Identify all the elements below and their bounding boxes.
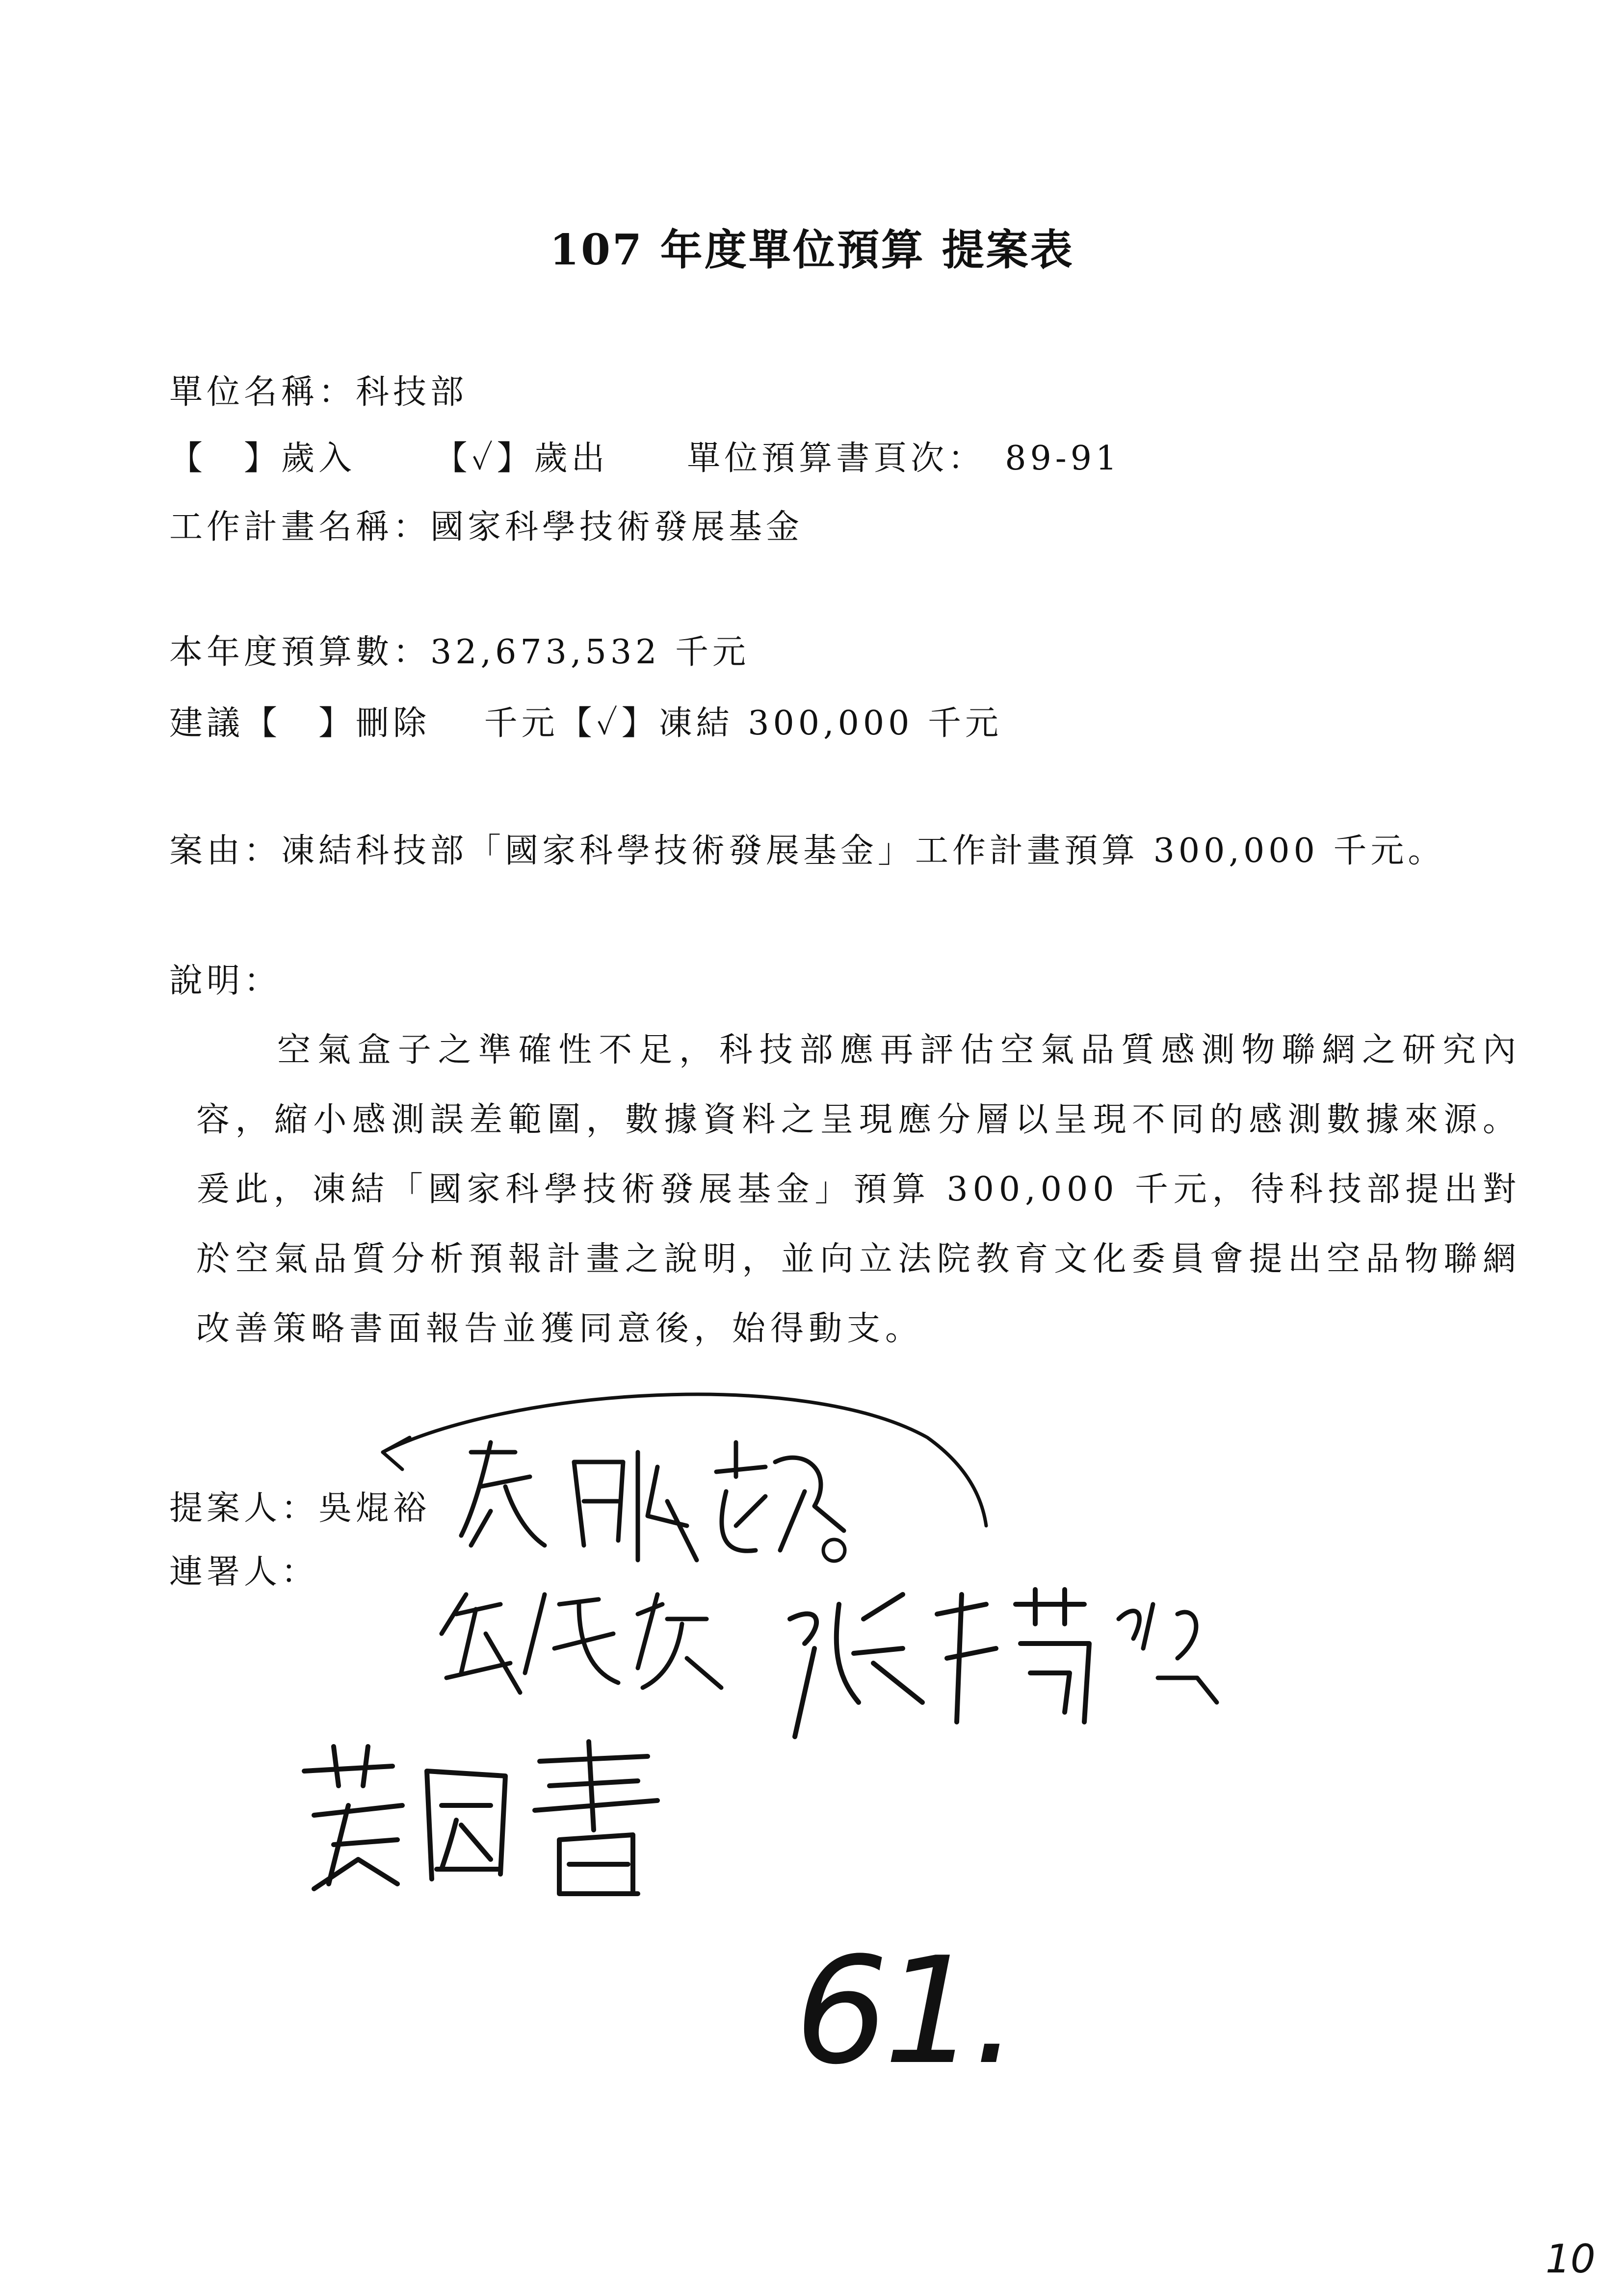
case-row	[169, 824, 1445, 872]
proposer-value: 吳焜裕	[318, 1489, 431, 1528]
case-value: 凍結科技部「國家科學技術發展基金」工作計畫預算 300,000 千元。	[281, 832, 1445, 870]
revenue-label: 歲入	[281, 439, 356, 478]
expenditure-checkbox: 【✓】	[434, 439, 534, 478]
budget-type-row	[169, 432, 1121, 479]
page-title: 107 年度單位預算 提案表	[550, 225, 1074, 275]
freeze-checkbox: 【✓】	[558, 704, 659, 743]
expenditure-label: 歲出	[534, 439, 609, 478]
explanation-label: 說明：	[169, 962, 282, 1000]
proposer-label: 提案人：	[169, 1489, 319, 1528]
handwritten-number: 61.	[795, 1926, 1015, 2097]
suggestion-label: 建議	[169, 704, 244, 743]
revenue-checkbox: 【 】	[169, 439, 282, 478]
cosigner-signature-2	[294, 1732, 697, 1908]
project-value: 國家科學技術發展基金	[430, 508, 804, 547]
delete-amount: 千元	[484, 704, 559, 743]
suggestion-row	[169, 697, 1002, 744]
delete-label: 刪除	[356, 704, 431, 743]
page-number-label: 單位預算書頁次：	[687, 439, 986, 478]
page-number-value: 89-91	[1005, 439, 1121, 478]
budget-amount-row	[169, 626, 750, 673]
cosigners-label: 連署人：	[169, 1553, 319, 1592]
freeze-amount: 300,000 千元	[748, 704, 1003, 743]
proposer-signature	[461, 1433, 864, 1590]
unit-value: 科技部	[356, 373, 468, 412]
project-label: 工作計畫名稱：	[169, 508, 431, 547]
unit-label: 單位名稱：	[169, 373, 356, 412]
freeze-label: 凍結	[658, 704, 733, 743]
budget-amount-value: 32,673,532 千元	[430, 633, 750, 672]
unit-row	[169, 365, 468, 413]
case-label: 案由：	[169, 832, 282, 870]
project-row	[169, 500, 803, 548]
budget-amount-label: 本年度預算數：	[169, 633, 431, 672]
delete-checkbox: 【 】	[244, 704, 356, 743]
cosigner-signature-1	[432, 1575, 1266, 1747]
corner-page-mark: 10	[1545, 2236, 1596, 2282]
explanation-text: 空氣盒子之準確性不足，科技部應再評估空氣品質感測物聯網之研究內容，縮小感測誤差範圍，數據資料之呈現應分層以呈現不同的感測數據來源。爰此，凍結「國家科學技術發展基金」預算 300,000 千元，待科技部提出對於空氣品質分析預報計畫之說明，並向立法院教育文化委員會提出空品物聯網改善策略書面報告並獲同意後，始得動支。	[196, 1031, 1521, 1348]
